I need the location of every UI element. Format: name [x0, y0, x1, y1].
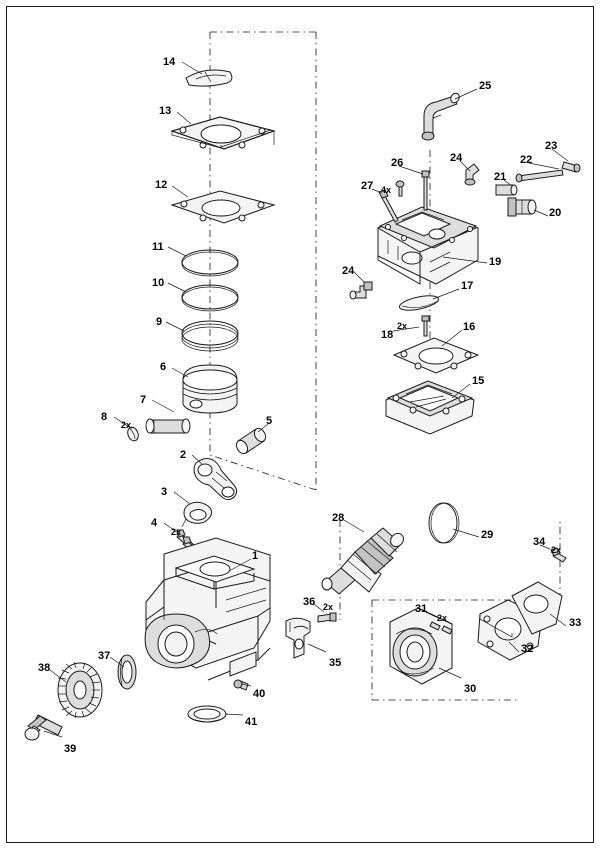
- callout-27: 27: [361, 180, 374, 192]
- callout-19: 19: [489, 256, 502, 268]
- callout-29: 29: [481, 529, 494, 541]
- callout-1: 1: [252, 550, 259, 562]
- part-20-fitting: [508, 198, 536, 216]
- part-28-crankshaft: [322, 528, 406, 594]
- callout-38: 38: [38, 662, 51, 674]
- callout-8: 8: [101, 411, 108, 423]
- part-21-fitting: [496, 185, 517, 195]
- part-24-elbow-left: [350, 282, 372, 299]
- part-37-seal: [118, 655, 136, 689]
- callout-36: 36: [303, 596, 316, 608]
- callout-25: 25: [479, 80, 492, 92]
- callout-9: 9: [156, 316, 163, 328]
- part-4x-bolt: [396, 181, 404, 196]
- part-13-cover-plate: [172, 117, 274, 149]
- part-3-bearing-cap: [182, 502, 212, 527]
- part-7-wrist-pin: [146, 419, 190, 433]
- callout-30: 30: [464, 683, 477, 695]
- callout-22: 22: [520, 154, 533, 166]
- callout-11: 11: [152, 241, 164, 253]
- part-24-elbow-top: [465, 164, 479, 185]
- callout-34: 34: [533, 536, 546, 548]
- callout-28: 28: [332, 512, 345, 524]
- part-26-bolt: [422, 171, 429, 210]
- callout-15: 15: [472, 375, 485, 387]
- callout-14: 14: [163, 56, 176, 68]
- callout-7: 7: [140, 394, 147, 406]
- callout-20: 20: [549, 207, 562, 219]
- callout-3: 3: [161, 486, 168, 498]
- callout-40: 40: [253, 688, 266, 700]
- callout-24-top: 24: [450, 152, 463, 164]
- part-16-gasket: [394, 338, 478, 373]
- callout-4: 4: [151, 517, 158, 529]
- part-29-oring: [429, 503, 459, 543]
- callout-24-left: 24: [342, 265, 355, 277]
- callout-37: 37: [98, 650, 111, 662]
- callout-18: 18: [381, 329, 394, 341]
- quantity-2x-34: 2x: [551, 545, 562, 555]
- callout-12: 12: [155, 179, 168, 191]
- quantity-2x-36: 2x: [323, 602, 334, 612]
- quantity-2x-18: 2x: [397, 321, 408, 331]
- callout-21: 21: [494, 171, 507, 183]
- callout-6: 6: [160, 361, 167, 373]
- quantity-2x-31: 2x: [437, 613, 448, 623]
- part-35-bracket: [286, 618, 310, 658]
- part-38-gear: [58, 662, 102, 718]
- callout-5: 5: [266, 415, 273, 427]
- callout-35: 35: [329, 657, 342, 669]
- part-23-fitting: [562, 162, 580, 172]
- callout-16: 16: [463, 321, 476, 333]
- callout-31: 31: [415, 603, 428, 615]
- part-6-piston: [183, 365, 237, 413]
- part-17-plate: [398, 293, 440, 313]
- quantity-4x-bolts: 4x: [381, 185, 392, 195]
- callout-17: 17: [461, 280, 474, 292]
- part-36-bolt: [318, 613, 336, 622]
- callout-2: 2: [180, 449, 187, 461]
- callout-39: 39: [64, 743, 77, 755]
- callout-23: 23: [545, 140, 558, 152]
- part-15-valve-plate: [386, 381, 474, 434]
- part-39-bolt: [25, 715, 62, 740]
- callout-33: 33: [569, 617, 582, 629]
- part-12-gasket: [172, 191, 274, 223]
- callout-41: 41: [245, 716, 258, 728]
- part-14-clip: [186, 70, 232, 86]
- part-5-bushing: [234, 426, 268, 455]
- part-18-bolt: [422, 316, 429, 336]
- part-2-connecting-rod: [194, 459, 237, 500]
- part-22-tube: [516, 170, 563, 182]
- callout-13: 13: [159, 105, 172, 117]
- quantity-2x-8: 2x: [121, 420, 132, 430]
- part-41-seal-ring: [188, 706, 226, 722]
- callout-32: 32: [521, 643, 534, 655]
- quantity-2x-4: 2x: [171, 527, 182, 537]
- callout-26: 26: [391, 157, 404, 169]
- callout-10: 10: [152, 277, 165, 289]
